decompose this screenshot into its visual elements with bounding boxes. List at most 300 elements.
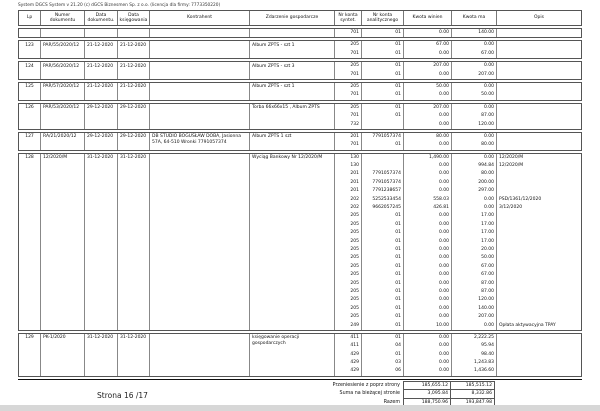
- analytic-account: 01: [362, 305, 404, 313]
- account-line: [335, 71, 581, 79]
- synthetic-account: 205: [335, 41, 362, 49]
- credit-amount: 0.00: [452, 204, 497, 212]
- summary-credit-total: 193,847.98: [450, 398, 495, 408]
- doc-date-cell: 21-12-2020: [85, 83, 118, 100]
- description: [497, 367, 581, 375]
- account-line: [335, 367, 581, 375]
- debit-amount: 558.03: [404, 196, 452, 204]
- account-line: [335, 296, 581, 304]
- doc-date-cell: 29-12-2020: [85, 104, 118, 129]
- analytic-account: 01: [362, 254, 404, 262]
- debit-amount: 0.00: [404, 141, 452, 149]
- account-line: [335, 29, 581, 37]
- description: [497, 170, 581, 178]
- description: [497, 187, 581, 195]
- account-line: [335, 187, 581, 195]
- credit-amount: 120.00: [452, 296, 497, 304]
- account-line: [335, 83, 581, 91]
- analytic-account: 01: [362, 112, 404, 120]
- account-line: [335, 179, 581, 187]
- description: [497, 359, 581, 367]
- credit-amount: 80.00: [452, 141, 497, 149]
- summary-label: Razem: [383, 400, 400, 406]
- synthetic-account: 205: [335, 288, 362, 296]
- credit-amount: 994.84: [452, 162, 497, 170]
- doc-number-cell: PK-1/2020: [41, 334, 85, 376]
- summary-debit-total: 185,655.12: [403, 381, 451, 391]
- credit-amount: 0.00: [452, 322, 497, 330]
- debit-amount: 0.00: [404, 229, 452, 237]
- document-row: [18, 103, 582, 130]
- column-header: Opis: [534, 15, 544, 21]
- synthetic-account: 411: [335, 342, 362, 350]
- description: [497, 296, 581, 304]
- credit-amount: 17.00: [452, 229, 497, 237]
- description: [497, 263, 581, 271]
- synthetic-account: 701: [335, 50, 362, 58]
- credit-amount: 1,243.83: [452, 359, 497, 367]
- debit-amount: 0.00: [404, 112, 452, 120]
- lp-cell: 125: [19, 83, 41, 100]
- account-line: [335, 121, 581, 129]
- synthetic-account: 202: [335, 204, 362, 212]
- analytic-account: 9662057245: [362, 204, 404, 212]
- analytic-account: 01: [362, 263, 404, 271]
- column-header: Kwota ma: [452, 11, 497, 25]
- credit-amount: 50.00: [452, 254, 497, 262]
- summary-credit-total: 185,515.12: [450, 381, 495, 391]
- credit-amount: 140.00: [452, 305, 497, 313]
- account-line: [335, 50, 581, 58]
- credit-amount: 0.00: [452, 83, 497, 91]
- account-lines: [335, 62, 581, 79]
- analytic-account: 01: [362, 322, 404, 330]
- column-header: Kwota winien: [404, 11, 452, 25]
- account-line: [335, 288, 581, 296]
- description: [497, 50, 581, 58]
- event-cell: [250, 29, 335, 37]
- description: [497, 280, 581, 288]
- event-cell: Album ZPTS 1 szt: [250, 133, 335, 150]
- synthetic-account: 205: [335, 212, 362, 220]
- document-row: [18, 333, 582, 377]
- analytic-account: 5252533454: [362, 196, 404, 204]
- credit-amount: 17.00: [452, 238, 497, 246]
- description: [497, 133, 581, 141]
- debit-amount: 0.00: [404, 179, 452, 187]
- synthetic-account: 701: [335, 29, 362, 37]
- description: [497, 271, 581, 279]
- credit-amount: 297.00: [452, 187, 497, 195]
- contractor-cell: [150, 334, 250, 376]
- credit-amount: 67.00: [452, 50, 497, 58]
- analytic-account: 7791238657: [362, 187, 404, 195]
- description: [497, 288, 581, 296]
- analytic-account: 01: [362, 62, 404, 70]
- debit-amount: 0.00: [404, 296, 452, 304]
- lp-cell: 124: [19, 62, 41, 79]
- analytic-account: 7791057374: [362, 133, 404, 141]
- account-lines: [335, 83, 581, 100]
- synthetic-account: 201: [335, 187, 362, 195]
- analytic-account: 01: [362, 288, 404, 296]
- lp-cell: 126: [19, 104, 41, 129]
- doc-date-cell: 21-12-2020: [85, 41, 118, 58]
- credit-amount: 0.00: [452, 154, 497, 162]
- account-line: [335, 133, 581, 141]
- lp-cell: [19, 29, 41, 37]
- lp-cell: 127: [19, 133, 41, 150]
- debit-amount: 0.00: [404, 91, 452, 99]
- credit-amount: 140.00: [452, 29, 497, 37]
- account-line: [335, 280, 581, 288]
- description: [497, 238, 581, 246]
- description: [497, 91, 581, 99]
- description: 3/12/2020: [499, 205, 523, 211]
- document-row: [18, 153, 582, 331]
- synthetic-account: 411: [335, 334, 362, 342]
- credit-amount: 80.00: [452, 170, 497, 178]
- debit-amount: 0.00: [404, 246, 452, 254]
- synthetic-account: 201: [335, 133, 362, 141]
- page-number: Strona 16 /17: [97, 391, 148, 400]
- credit-amount: 0.00: [452, 62, 497, 70]
- document-row: [18, 61, 582, 80]
- account-line: [335, 104, 581, 112]
- account-line: [335, 351, 581, 359]
- debit-amount: 0.00: [404, 187, 452, 195]
- debit-amount: 0.00: [404, 280, 452, 288]
- analytic-account: 01: [362, 296, 404, 304]
- account-line: [335, 41, 581, 49]
- analytic-account: [362, 154, 404, 162]
- event-cell: Album ZPTS - szt 1: [250, 41, 335, 58]
- account-line: [335, 254, 581, 262]
- doc-number-cell: PAR/55/2020/12: [41, 41, 85, 58]
- debit-amount: 207.00: [404, 62, 452, 70]
- account-lines: [335, 104, 581, 129]
- description: 12/2020/M: [499, 163, 524, 169]
- credit-amount: 1,436.60: [452, 367, 497, 375]
- synthetic-account: 205: [335, 271, 362, 279]
- synthetic-account: 205: [335, 238, 362, 246]
- credit-amount: 98.40: [452, 351, 497, 359]
- credit-amount: 0.00: [452, 41, 497, 49]
- synthetic-account: 205: [335, 263, 362, 271]
- account-line: [335, 154, 581, 162]
- table-header-row: [18, 10, 582, 26]
- debit-amount: 80.00: [404, 133, 452, 141]
- synthetic-account: 701: [335, 141, 362, 149]
- contractor-cell: [150, 154, 250, 330]
- synthetic-account: 130: [335, 162, 362, 170]
- debit-amount: 0.00: [404, 342, 452, 350]
- account-line: [335, 238, 581, 246]
- debit-amount: 0.00: [404, 254, 452, 262]
- credit-amount: 120.00: [452, 121, 497, 129]
- debit-amount: 0.00: [404, 170, 452, 178]
- doc-number-cell: PAR/56/2020/12: [41, 62, 85, 79]
- synthetic-account: 205: [335, 305, 362, 313]
- posting-date-cell: 21-12-2020: [118, 41, 150, 58]
- synthetic-account: 249: [335, 322, 362, 330]
- analytic-account: 01: [362, 334, 404, 342]
- debit-amount: 0.00: [404, 351, 452, 359]
- credit-amount: 2,222.25: [452, 334, 497, 342]
- debit-amount: 207.00: [404, 104, 452, 112]
- analytic-account: 01: [362, 50, 404, 58]
- description: [497, 334, 581, 342]
- posting-date-cell: 21-12-2020: [118, 62, 150, 79]
- analytic-account: 01: [362, 221, 404, 229]
- posting-date-cell: 31-12-2020: [118, 154, 150, 330]
- account-line: [335, 229, 581, 237]
- debit-amount: 0.00: [404, 238, 452, 246]
- doc-date-cell: 31-12-2020: [85, 334, 118, 376]
- column-header: Lp: [19, 11, 41, 25]
- description: [497, 104, 581, 112]
- analytic-account: 03: [362, 359, 404, 367]
- account-line: [335, 263, 581, 271]
- doc-date-cell: 21-12-2020: [85, 62, 118, 79]
- analytic-account: 01: [362, 141, 404, 149]
- credit-amount: 207.00: [452, 313, 497, 321]
- summary-divider: [18, 379, 582, 380]
- credit-amount: 17.00: [452, 221, 497, 229]
- synthetic-account: 732: [335, 121, 362, 129]
- debit-amount: 426.81: [404, 204, 452, 212]
- credit-amount: 200.00: [452, 179, 497, 187]
- credit-amount: 87.00: [452, 280, 497, 288]
- analytic-account: 01: [362, 29, 404, 37]
- credit-amount: 0.00: [452, 133, 497, 141]
- document-row: [18, 82, 582, 101]
- description: [497, 41, 581, 49]
- credit-amount: 87.00: [452, 112, 497, 120]
- event-cell: Wyciąg Bankowy Nr 12/2020/M: [250, 154, 335, 330]
- synthetic-account: 205: [335, 83, 362, 91]
- analytic-account: 01: [362, 313, 404, 321]
- analytic-account: 01: [362, 91, 404, 99]
- synthetic-account: 429: [335, 359, 362, 367]
- posting-date-cell: 29-12-2020: [118, 133, 150, 150]
- account-line: [335, 246, 581, 254]
- event-cell: księgowanie operacji gospodarczych: [250, 334, 335, 376]
- account-line: [335, 359, 581, 367]
- contractor-cell: DB STUDIO BOGUSŁAW DOBA, Jasionna 57A, 64-510 Wronki 7791057374: [150, 133, 250, 150]
- account-line: [335, 162, 581, 170]
- contractor-cell: [150, 29, 250, 37]
- analytic-account: 7791057374: [362, 179, 404, 187]
- contractor-cell: [150, 41, 250, 58]
- doc-date-cell: [85, 29, 118, 37]
- synthetic-account: 205: [335, 296, 362, 304]
- account-lines: [335, 154, 581, 330]
- column-header: Nr konta analitycznego: [362, 11, 404, 25]
- synthetic-account: 701: [335, 91, 362, 99]
- synthetic-account: 205: [335, 254, 362, 262]
- account-lines: [335, 41, 581, 58]
- description: [497, 71, 581, 79]
- description: [497, 29, 581, 37]
- doc-number-cell: [41, 29, 85, 37]
- synthetic-account: 201: [335, 179, 362, 187]
- window-bottom-edge: [0, 405, 600, 411]
- contractor-cell: [150, 104, 250, 129]
- account-line: [335, 221, 581, 229]
- doc-date-cell: 29-12-2020: [85, 133, 118, 150]
- description: [497, 305, 581, 313]
- description: [497, 212, 581, 220]
- debit-amount: 0.00: [404, 288, 452, 296]
- synthetic-account: 205: [335, 280, 362, 288]
- debit-amount: 0.00: [404, 271, 452, 279]
- account-line: [335, 271, 581, 279]
- analytic-account: 01: [362, 238, 404, 246]
- synthetic-account: 202: [335, 196, 362, 204]
- debit-amount: 0.00: [404, 71, 452, 79]
- analytic-account: 04: [362, 342, 404, 350]
- description: PSD/1361/12/2020: [499, 196, 542, 202]
- synthetic-account: 701: [335, 112, 362, 120]
- account-line: [335, 91, 581, 99]
- analytic-account: 01: [362, 351, 404, 359]
- analytic-account: 06: [362, 367, 404, 375]
- analytic-account: [362, 162, 404, 170]
- doc-date-cell: 31-12-2020: [85, 154, 118, 330]
- doc-number-cell: PAR/53/2020/12: [41, 104, 85, 129]
- synthetic-account: 201: [335, 170, 362, 178]
- synthetic-account: 429: [335, 367, 362, 375]
- synthetic-account: 205: [335, 313, 362, 321]
- document-row: [18, 132, 582, 151]
- account-lines: [335, 334, 581, 376]
- account-line: [335, 196, 581, 204]
- synthetic-account: 205: [335, 246, 362, 254]
- summary-debit-total: 188,750.96: [403, 398, 451, 408]
- analytic-account: 01: [362, 246, 404, 254]
- account-line: [335, 204, 581, 212]
- column-header: Data dokumentu.: [85, 11, 118, 25]
- description: [497, 229, 581, 237]
- description: [497, 83, 581, 91]
- description: [497, 121, 581, 129]
- description: Opłata aktywacyjna TPAY: [499, 322, 556, 328]
- doc-number-cell: RA/21/2020/12: [41, 133, 85, 150]
- document-row: [18, 40, 582, 59]
- synthetic-account: 701: [335, 71, 362, 79]
- credit-amount: 87.00: [452, 288, 497, 296]
- debit-amount: 10.00: [404, 322, 452, 330]
- ledger-table: [18, 10, 582, 408]
- doc-number-cell: 12/2020/M: [41, 154, 85, 330]
- debit-amount: 1,490.00: [404, 154, 452, 162]
- account-line: [335, 313, 581, 321]
- document-row: [18, 28, 582, 38]
- debit-amount: 0.00: [404, 221, 452, 229]
- account-lines: [335, 29, 581, 37]
- column-header: Kontrahent: [150, 11, 250, 25]
- synthetic-account: 205: [335, 104, 362, 112]
- column-header: Zdarzenie gospodarcze: [250, 11, 335, 25]
- credit-amount: 17.00: [452, 212, 497, 220]
- description: [497, 254, 581, 262]
- description: [497, 342, 581, 350]
- synthetic-account: 205: [335, 229, 362, 237]
- debit-amount: 0.00: [404, 29, 452, 37]
- column-header: Nr konta syntet.: [335, 11, 362, 25]
- credit-amount: 67.00: [452, 271, 497, 279]
- analytic-account: 01: [362, 212, 404, 220]
- synthetic-account: 130: [335, 154, 362, 162]
- account-line: [335, 334, 581, 342]
- synthetic-account: 429: [335, 351, 362, 359]
- debit-amount: 0.00: [404, 263, 452, 271]
- analytic-account: 01: [362, 83, 404, 91]
- description: [497, 351, 581, 359]
- posting-date-cell: 31-12-2020: [118, 334, 150, 376]
- event-cell: Album ZPTS - szt 3: [250, 62, 335, 79]
- account-line: [335, 112, 581, 120]
- credit-amount: 0.00: [452, 104, 497, 112]
- synthetic-account: 205: [335, 221, 362, 229]
- summary-label: Przeniesienie z poprz strony: [332, 382, 400, 388]
- description: [497, 141, 581, 149]
- column-header: Data księgowania: [118, 11, 150, 25]
- account-line: [335, 212, 581, 220]
- analytic-account: 7791057374: [362, 170, 404, 178]
- debit-amount: 50.00: [404, 83, 452, 91]
- lp-cell: 128: [19, 154, 41, 330]
- debit-amount: 67.00: [404, 41, 452, 49]
- analytic-account: 01: [362, 41, 404, 49]
- doc-number-cell: PAR/57/2020/12: [41, 83, 85, 100]
- debit-amount: 0.00: [404, 359, 452, 367]
- contractor-cell: [150, 62, 250, 79]
- analytic-account: 01: [362, 71, 404, 79]
- account-line: [335, 305, 581, 313]
- debit-amount: 0.00: [404, 212, 452, 220]
- table-body: [18, 28, 582, 377]
- system-header-line: System DGCS System v 21.20 (c) dGCS Biznesmen Sp. z o.o. (licencja dla firmy: 7773350220): [18, 3, 221, 8]
- description: [497, 112, 581, 120]
- account-line: [335, 62, 581, 70]
- event-cell: Album ZPTS - szt 1: [250, 83, 335, 100]
- account-line: [335, 141, 581, 149]
- posting-date-cell: 29-12-2020: [118, 104, 150, 129]
- debit-amount: 0.00: [404, 50, 452, 58]
- analytic-account: 01: [362, 271, 404, 279]
- debit-amount: 0.00: [404, 367, 452, 375]
- description: [497, 62, 581, 70]
- description: [497, 313, 581, 321]
- lp-cell: 129: [19, 334, 41, 376]
- debit-amount: 0.00: [404, 162, 452, 170]
- credit-amount: 0.00: [452, 196, 497, 204]
- description: [497, 221, 581, 229]
- credit-amount: 95.94: [452, 342, 497, 350]
- account-lines: [335, 133, 581, 150]
- account-line: [335, 342, 581, 350]
- description: [497, 246, 581, 254]
- analytic-account: 01: [362, 104, 404, 112]
- summary-debit-total: 3,095.84: [403, 389, 451, 399]
- synthetic-account: 205: [335, 62, 362, 70]
- credit-amount: 50.00: [452, 91, 497, 99]
- event-cell: Torba 66x66x15 , Album ZPTS: [250, 104, 335, 129]
- analytic-account: 01: [362, 229, 404, 237]
- analytic-account: 01: [362, 280, 404, 288]
